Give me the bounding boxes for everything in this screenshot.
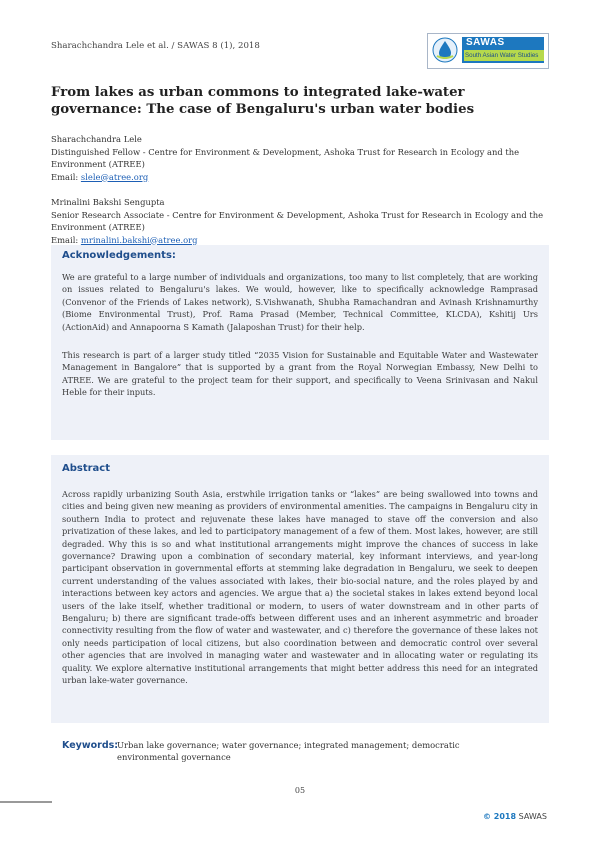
- author-email-row: [51, 171, 551, 184]
- acknowledgements-paragraph: We are grateful to a large number of individuals and organizations, too many to list completely, that are working on issues related to Bengaluru's lakes. We would, however, like to specifically acknowledge Ramprasad (Convenor of the Friends of Lakes network), S.Vishwanath, Shubha Ramachandran and Avinash Krishnamurthy (Biome Environmental Trust), Prof. Rama Prasad (Member, Technical Committee, KLCDA), Kshitij Urs (ActionAid) and Annapoorna S Kamath (Jalaposhan Trust) for their help.: [62, 272, 538, 332]
- page-number: 05: [294, 786, 306, 795]
- author-affiliation: Senior Research Associate - Centre for Environment & Development, Ashoka Trust for Research in Ecology and the Environment (ATREE): [51, 209, 544, 232]
- email-label: Email:: [51, 171, 79, 182]
- keywords-label: Keywords:: [62, 740, 119, 751]
- author-name: Mrinalini Bakshi Sengupta: [51, 197, 165, 207]
- journal-logo: [427, 33, 549, 69]
- logo-name: SAWAS: [466, 37, 505, 48]
- acknowledgements-heading: Acknowledgements:: [62, 250, 176, 261]
- copyright-org: SAWAS: [518, 812, 547, 821]
- copyright-year: © 2018: [483, 812, 517, 821]
- keywords-text: Urban lake governance; water governance; integrated management; democratic environmental governance: [117, 740, 460, 762]
- copyright-notice: [483, 812, 547, 821]
- author-name: Sharachchandra Lele: [51, 134, 142, 144]
- acknowledgements-panel: [51, 245, 549, 440]
- email-label: Email:: [51, 234, 79, 245]
- author-block: [51, 133, 551, 183]
- abstract-heading: Abstract: [62, 463, 111, 474]
- running-head: Sharachchandra Lele et al. / SAWAS 8 (1), 2018: [51, 41, 260, 51]
- abstract-panel: [51, 455, 549, 723]
- author-email-link[interactable]: mrinalini.bakshi@atree.org: [80, 234, 198, 245]
- paper-title: From lakes as urban commons to integrated lake-water governance: The case of Bengaluru's urban water bodies: [51, 85, 475, 117]
- water-drop-icon: [432, 37, 458, 63]
- author-email-link[interactable]: slele@atree.org: [80, 171, 149, 182]
- abstract-text: Across rapidly urbanizing South Asia, erstwhile irrigation tanks or “lakes” are being swallowed into towns and cities and being given new meaning as providers of environmental amenities. The campaigns in Bengaluru city in southern India to protect and rejuvenate these lakes have managed to stave off the conversion and also privatization of these lakes, and led to participatory management of a few of them. Most lakes, however, are still degraded. Why this is so and what institutional arrangements might improve the chances of success in lake governance? Drawing upon a combination of secondary material, key informant interviews, and year-long participant observation in governmental efforts at stemming lake degradation in Bengaluru, we seek to deepen current understanding of the values associated with lakes, their bio-social nature, and the roles played by and interactions between key actors and agencies. We argue that a) the societal stakes in lakes extend beyond local users of the lake itself, whether traditional or modern, to users of water downstream and in other parts of Bengaluru; b) there are significant trade-offs between different uses and an inherent asymmetric and broader connectivity resulting from the flow of water and wastewater, and c) therefore the governance of these lakes not only needs participation of local citizens, but also coordination between and democratic control over several other agencies that are involved in managing water and wastewater and in allocating water or regulating its quality. We explore alternative institutional arrangements that might better address this need for an integrated urban lake-water governance.: [62, 489, 538, 686]
- author-affiliation: Distinguished Fellow - Centre for Environment & Development, Ashoka Trust for Research in Ecology and the Environment (ATREE): [51, 146, 520, 169]
- author-block: [51, 196, 551, 246]
- logo-subtitle: South Asian Water Studies: [464, 50, 544, 61]
- acknowledgements-paragraph: This research is part of a larger study titled “2035 Vision for Sustainable and Equitable Water and Wastewater Management in Bangalore” that is supported by a grant from the Royal Norwegian Embassy, New Delhi to ATREE. We are grateful to the project team for their support, and specifically to Veena Srinivasan and Nakul Heble for their inputs.: [62, 350, 538, 398]
- footer-rule: [0, 801, 52, 803]
